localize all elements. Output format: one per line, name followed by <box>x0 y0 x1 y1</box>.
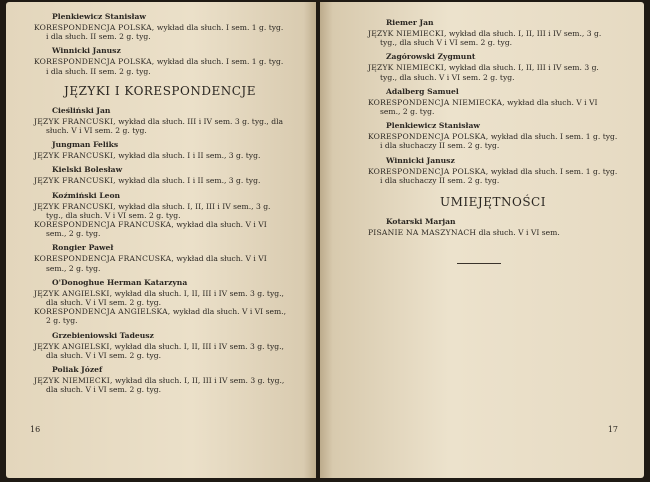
course-line <box>34 23 286 41</box>
course-subject: JĘZYK FRANCUSKI, <box>34 151 116 161</box>
course-line <box>34 307 286 325</box>
lecturer-entry <box>368 18 618 47</box>
page-number-left: 16 <box>30 425 41 434</box>
lecturer-entry <box>34 191 286 239</box>
course-details: wykład dla słuch. I, II, III i IV sem. 3 g. tyg., dla słuch. V i VI sem. 2 g. tyg. <box>46 341 284 360</box>
course-subject: JĘZYK FRANCUSKI, <box>34 176 116 186</box>
course-details: wykład dla słuch. I sem. 1 g. tyg. i dla słuch. II sem. 2 g. tyg. <box>46 57 284 76</box>
lecturer-entry <box>368 121 618 150</box>
course-subject: KORESPONDENCJA FRANCUSKA, <box>34 254 174 264</box>
course-subject: KORESPONDENCJA NIEMIECKA, <box>368 97 505 107</box>
course-subject: KORESPONDENCJA POLSKA, <box>34 23 155 32</box>
lecturer-entry <box>34 243 286 272</box>
course-line <box>34 57 286 75</box>
course-line <box>34 342 286 360</box>
lecturer-entry <box>34 331 286 360</box>
lecturer-name: Grzebieniowski Tadeusz <box>52 330 154 340</box>
lecturer-name: Zagórowski Zygmunt <box>386 52 476 62</box>
section-heading-languages: JĘZYKI I KORESPONDENCJE <box>64 83 256 98</box>
course-details: wykład dla słuch. I sem. 1 g. tyg. i dla słuchaczy II sem. 2 g. tyg. <box>380 132 618 151</box>
right-bottom-entries <box>368 217 618 237</box>
lecturer-name: Poliak Józef <box>52 365 103 375</box>
lecturer-name: Cieśliński Jan <box>52 105 111 115</box>
course-subject: JĘZYK ANGIELSKI, <box>34 341 113 351</box>
course-line <box>368 132 618 150</box>
lecturer-name: Riemer Jan <box>386 18 434 27</box>
course-details: wykład dla słuch. III i IV sem. 3 g. tyg., dla słuch. V i VI sem. 2 g. tyg. <box>46 116 284 136</box>
lecturer-name: Adalberg Samuel <box>386 86 459 96</box>
right-page <box>320 2 644 478</box>
left-entries <box>34 106 286 395</box>
course-details: wykład dla słuch. I sem. 1 g. tyg. i dla słuchaczy II sem. 2 g. tyg. <box>380 166 618 185</box>
left-top-entries <box>34 12 286 76</box>
course-line <box>34 376 286 394</box>
course-subject: KORESPONDENCJA FRANCUSKA, <box>34 220 174 230</box>
course-details: wykład dla słuch. I i II sem., 3 g. tyg. <box>115 151 261 161</box>
course-subject: JĘZYK FRANCUSKI, <box>34 116 116 126</box>
course-subject: JĘZYK FRANCUSKI, <box>34 201 116 211</box>
course-subject: JĘZYK ANGIELSKI, <box>34 288 113 298</box>
lecturer-entry <box>368 156 618 185</box>
course-details: dla słuch. V i VI sem. <box>476 228 560 238</box>
course-subject: KORESPONDENCJA POLSKA, <box>368 132 489 142</box>
lecturer-name: Winnicki Janusz <box>386 155 455 165</box>
course-line <box>34 176 286 185</box>
course-details: wykład dla słuch. V i VI sem., 2 g. tyg. <box>380 97 598 117</box>
course-subject: JĘZYK NIEMIECKI, <box>368 29 447 38</box>
course-details: wykład dla słuch. V i VI sem., 2 g. tyg. <box>46 254 267 273</box>
lecturer-entry <box>368 52 618 81</box>
lecturer-entry <box>34 365 286 394</box>
course-line <box>34 289 286 307</box>
course-subject: KORESPONDENCJA POLSKA, <box>34 57 155 67</box>
lecturer-entry <box>34 12 286 41</box>
course-line <box>368 29 618 47</box>
course-subject: KORESPONDENCJA ANGIELSKA, <box>34 307 171 317</box>
lecturer-name: Plenkiewicz Stanisław <box>52 12 146 21</box>
right-entries <box>368 18 618 185</box>
course-details: wykład dla słuch. I, II, III i IV sem., 3 g. tyg., dla słuch V i VI sem. 2 g. tyg. <box>380 29 602 48</box>
lecturer-name: O'Donoghue Herman Katarzyna <box>52 277 188 287</box>
course-line <box>368 167 618 185</box>
course-line <box>368 98 618 116</box>
lecturer-entry <box>34 165 286 185</box>
lecturer-entry <box>34 46 286 75</box>
course-subject: JĘZYK NIEMIECKI, <box>34 376 113 386</box>
course-details: wykład dla słuch. I i II sem., 3 g. tyg. <box>115 176 261 186</box>
course-line <box>34 220 286 238</box>
course-line <box>34 202 286 220</box>
course-details: wykład dla słuch. I, II, III i IV sem. 3 g. tyg., dla słuch. V i VI sem. 2 g. tyg. <box>46 376 285 395</box>
course-line <box>368 228 618 237</box>
lecturer-name: Plenkiewicz Stanisław <box>386 121 480 131</box>
course-details: wykład dla słuch. I, II, III i IV sem. 3 g. tyg., dla słuch. V i VI sem. 2 g. tyg. <box>380 63 599 82</box>
course-subject: PISANIE NA MASZYNACH <box>368 228 477 238</box>
lecturer-name: Winnicki Janusz <box>52 46 121 56</box>
lecturer-entry <box>368 217 618 237</box>
course-details: wykład dla słuch. I sem. 1 g. tyg. i dla słuch. II sem. 2 g. tyg. <box>46 23 284 42</box>
course-line <box>34 117 286 135</box>
lecturer-name: Jungman Feliks <box>52 140 119 150</box>
left-page <box>6 2 316 478</box>
lecturer-entry <box>368 87 618 116</box>
course-details: wykład dla słuch. V i VI sem., 2 g. tyg. <box>46 307 287 326</box>
course-details: wykład dla słuch. V i VI sem., 2 g. tyg. <box>46 220 267 239</box>
section-heading-skills: UMIEJĘTNOŚCI <box>440 195 546 210</box>
lecturer-name: Kielski Bolesław <box>52 165 123 175</box>
course-line <box>34 254 286 272</box>
divider-rule <box>457 263 501 264</box>
course-subject: JĘZYK NIEMIECKI, <box>368 63 447 73</box>
course-details: wykład dla słuch. I, II, III i IV sem., 3 g. tyg., dla słuch. V i VI sem. 2 g. tyg. <box>46 201 271 220</box>
course-line <box>368 63 618 81</box>
lecturer-entry <box>34 140 286 160</box>
lecturer-name: Koźmiński Leon <box>52 190 121 200</box>
page-number-right: 17 <box>607 425 618 434</box>
course-line <box>34 151 286 160</box>
course-subject: KORESPONDENCJA POLSKA, <box>368 166 489 176</box>
lecturer-entry <box>34 106 286 135</box>
course-details: wykład dla słuch. I, II, III i IV sem. 3 g. tyg., dla słuch. V i VI sem. 2 g. tyg. <box>46 288 284 308</box>
lecturer-name: Rongier Paweł <box>52 243 114 253</box>
lecturer-entry <box>34 278 286 326</box>
lecturer-name: Kotarski Marjan <box>386 217 456 227</box>
